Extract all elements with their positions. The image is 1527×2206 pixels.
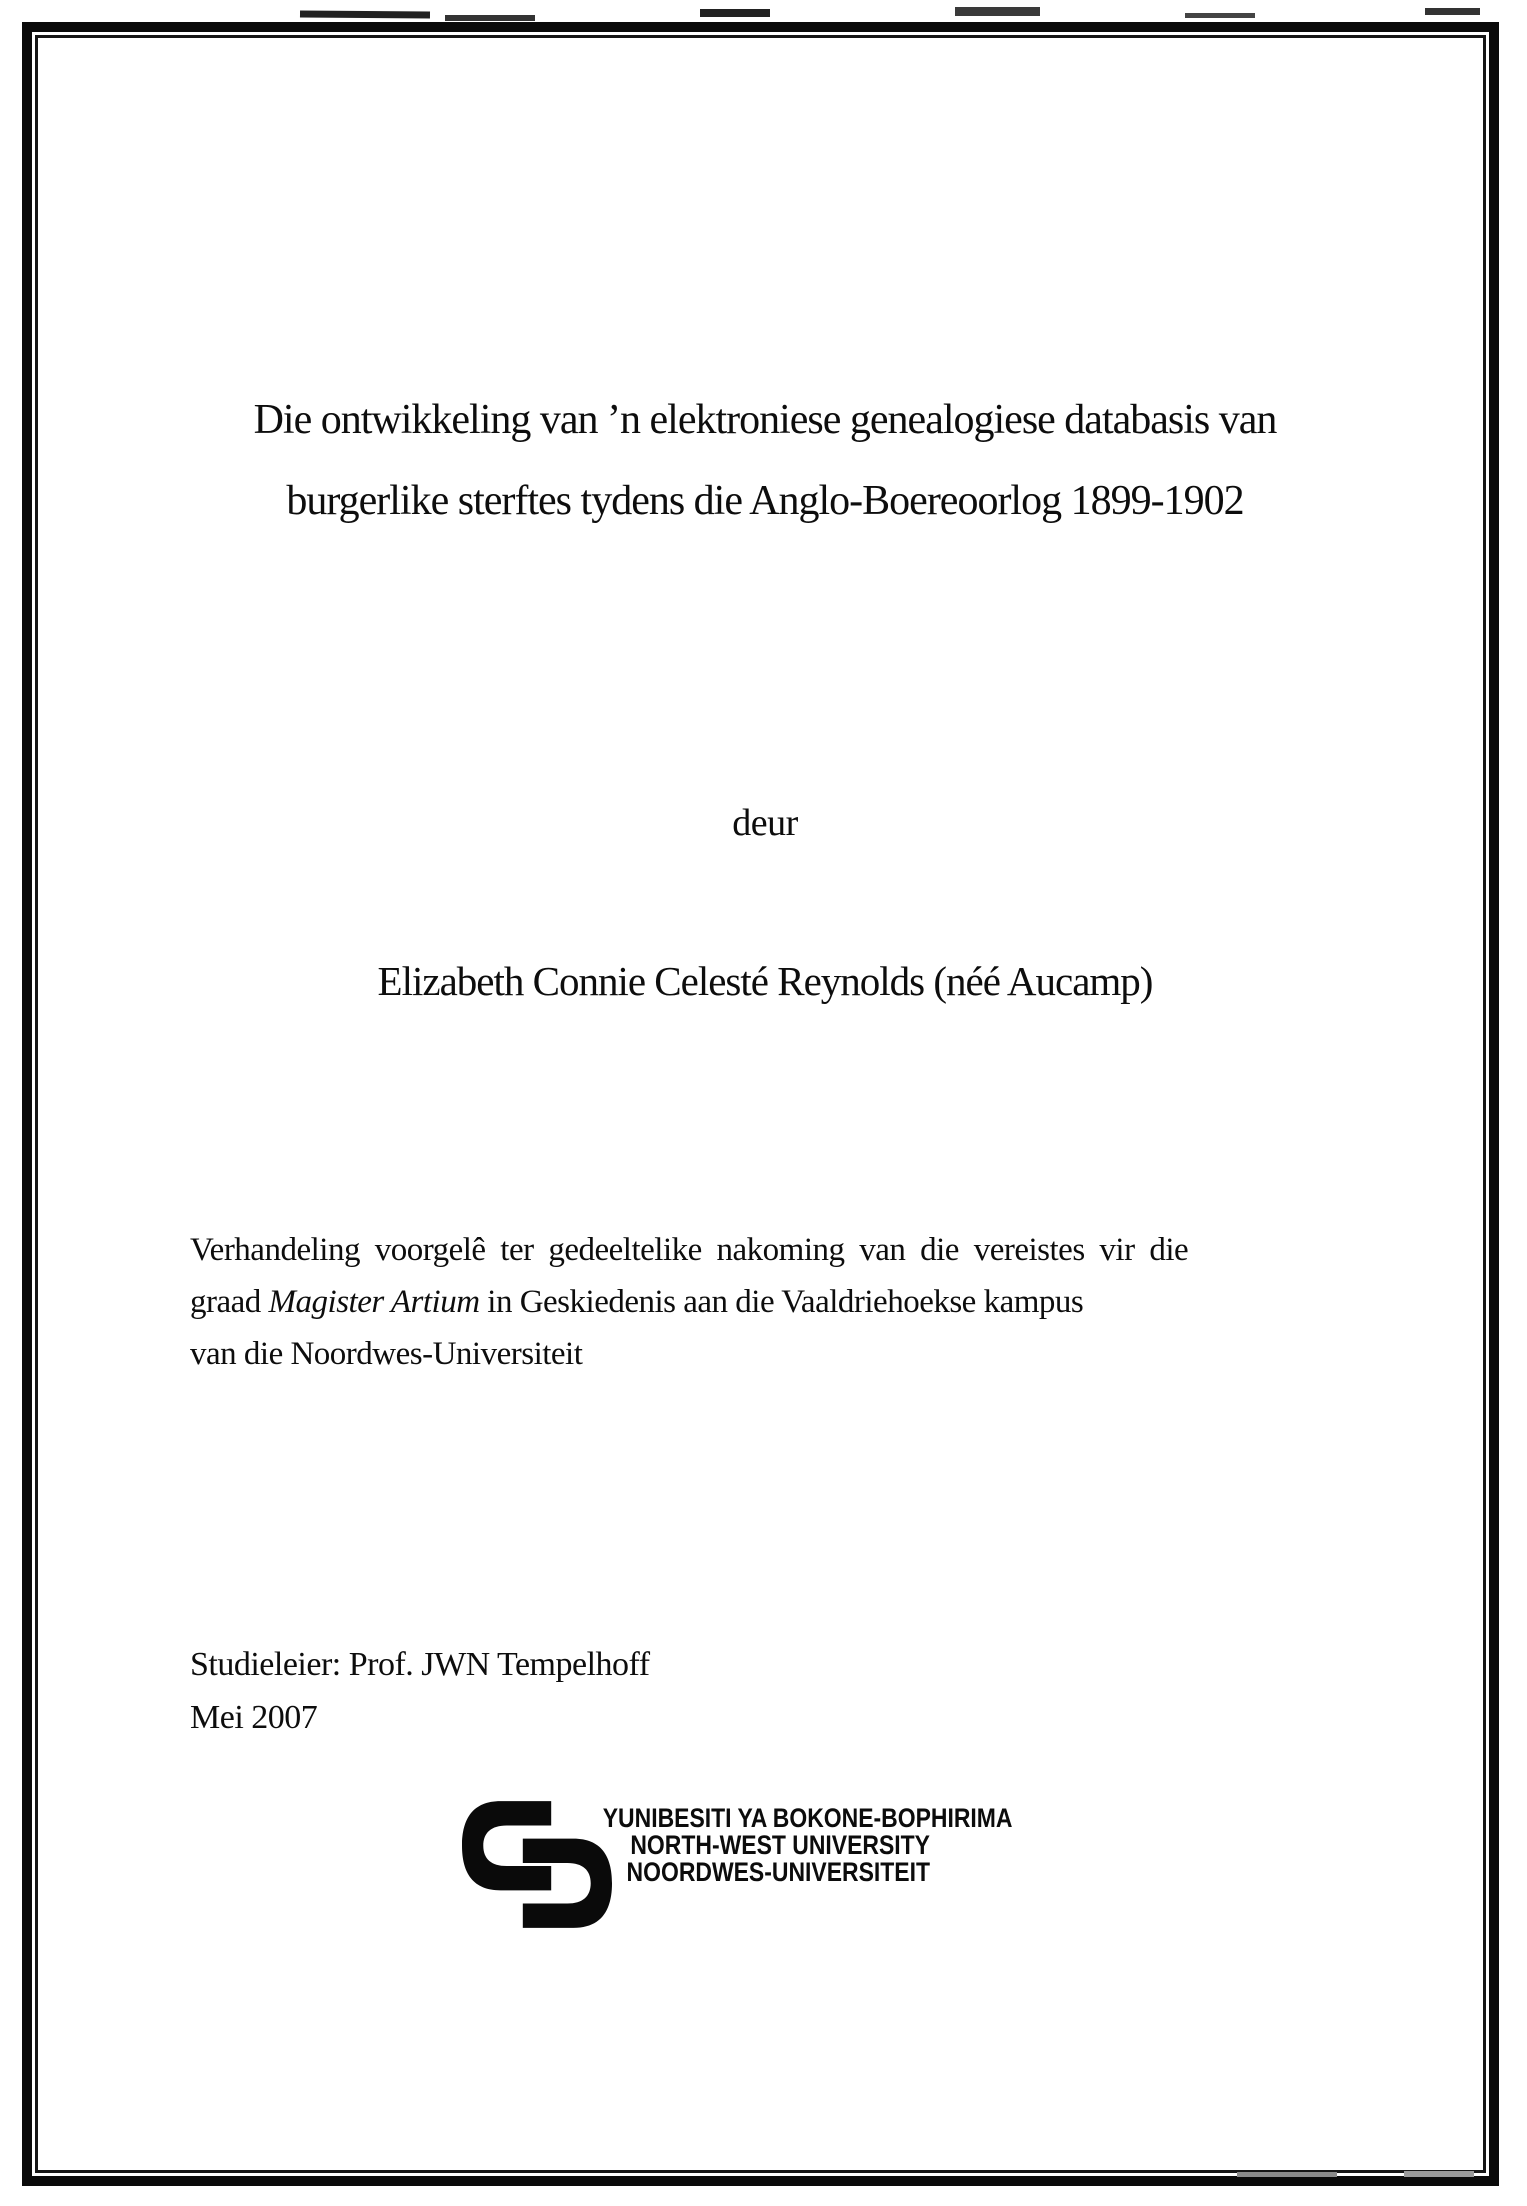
thesis-statement-line-2-post: in Geskiedenis aan die Vaaldriehoekse kampus [479, 1284, 1084, 1320]
scan-artifact [955, 7, 1040, 16]
date-line: Mei 2007 [190, 1699, 318, 1736]
university-logo [462, 1800, 1013, 1935]
degree-name-italic: Magister Artium [268, 1284, 480, 1320]
university-logo-text [545, 1803, 1013, 1887]
thesis-title-line-1: Die ontwikkeling van ’n elektroniese genealogiese databasis van [253, 397, 1277, 443]
scan-artifact [1185, 13, 1255, 18]
thesis-statement [190, 1224, 1340, 1380]
scan-artifact [700, 9, 770, 17]
logo-text-line-setswana: YUNIBESITI YA BOKONE-BOPHIRIMA [602, 1803, 1013, 1833]
thesis-statement-line-2-pre: graad [190, 1284, 269, 1320]
scan-artifact [1237, 2172, 1337, 2177]
logo-text-line-afrikaans: NOORDWES-UNIVERSITEIT [626, 1857, 930, 1887]
scan-artifact [300, 11, 430, 19]
thesis-statement-line-1: Verhandeling voorgelê ter gedeeltelike nakoming van die vereistes vir die [190, 1232, 1189, 1268]
byline-label: deur [732, 802, 798, 844]
author-name: Elizabeth Connie Celesté Reynolds (néé Aucamp) [377, 958, 1153, 1004]
logo-text-line-english: NORTH-WEST UNIVERSITY [630, 1830, 930, 1860]
thesis-statement-line-3: van die Noordwes-Universiteit [190, 1336, 583, 1372]
scan-artifact [445, 15, 535, 21]
supervisor-line: Studieleier: Prof. JWN Tempelhoff [190, 1646, 650, 1683]
scan-artifact [1404, 2171, 1474, 2177]
scan-artifact [1425, 8, 1480, 15]
thesis-statement-line-2 [190, 1276, 1340, 1328]
thesis-title-line-2: burgerlike sterftes tydens die Anglo-Boereoorlog 1899-1902 [286, 478, 1244, 524]
